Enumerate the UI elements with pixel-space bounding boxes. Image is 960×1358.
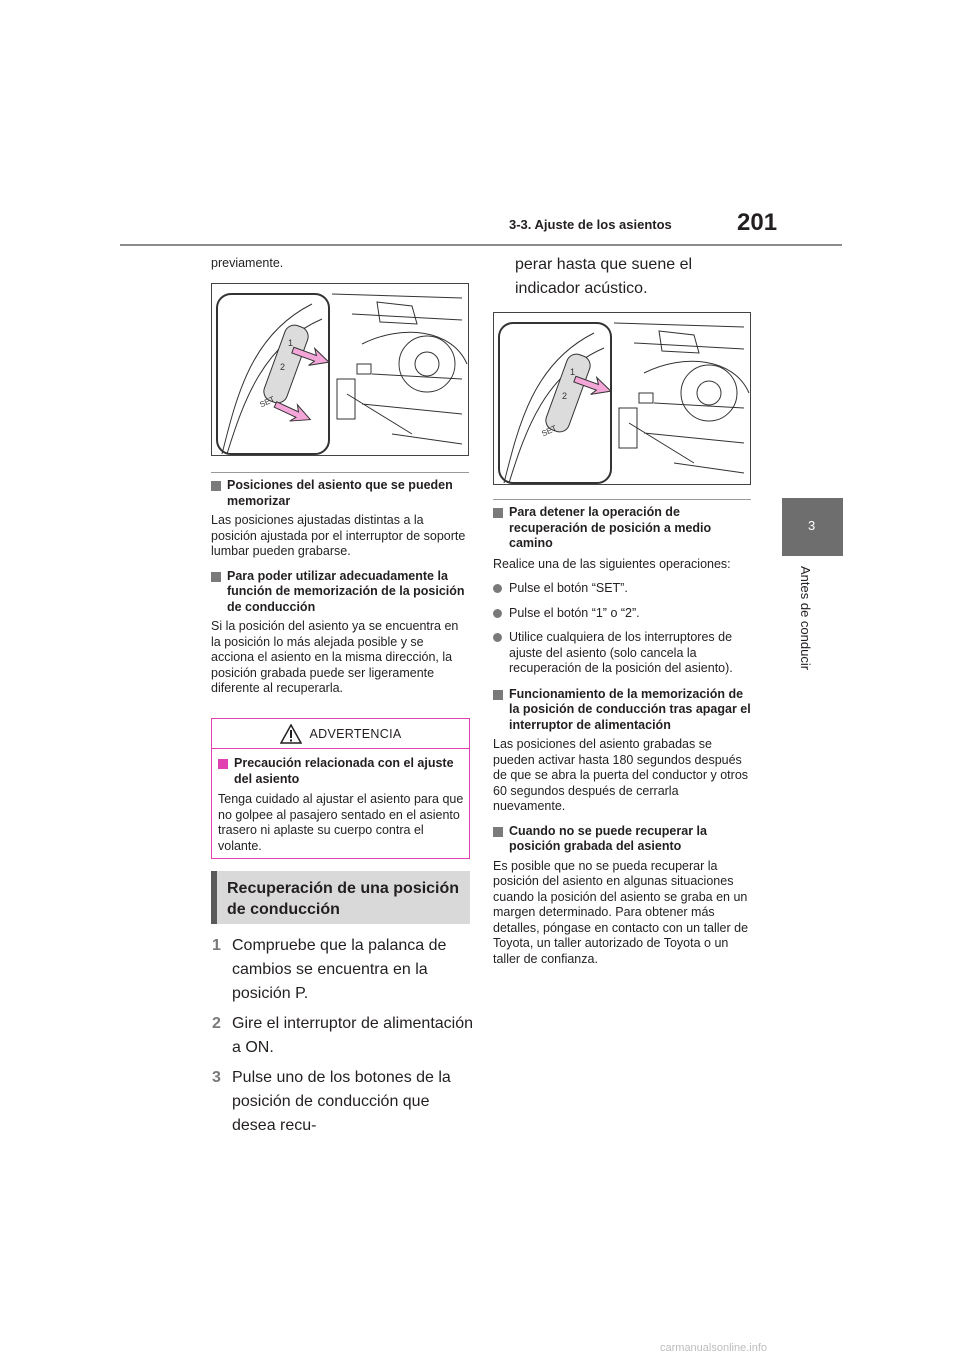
section-title: 3-3. Ajuste de los asientos: [509, 217, 672, 232]
list-item: Utilice cualquiera de los interruptores de ajuste del asiento (solo cancela la recuperación de la posición del asiento).: [493, 630, 751, 677]
note-body: Realice una de las siguientes operaciones:: [493, 556, 731, 571]
note-divider: [211, 472, 469, 473]
step-item: 2 Gire el interruptor de alimentación a ON.: [212, 1015, 474, 1056]
button-set-label: SET: [540, 423, 559, 439]
intro-text: previamente.: [211, 256, 284, 270]
note-heading: Para detener la operación de recuperación de posición a medio camino: [493, 505, 751, 552]
note-heading: Para poder utilizar adecuadamente la función de memorización de la posición de conducción: [211, 569, 469, 616]
chapter-label: Antes de conducir: [798, 566, 813, 671]
warning-triangle-icon: [280, 724, 302, 744]
list-item: Pulse el botón “1” o “2”.: [493, 606, 751, 622]
list-item: Pulse el botón “SET”.: [493, 581, 751, 597]
note-heading: Posiciones del asiento que se pueden memorizar: [211, 478, 469, 509]
section-heading: Recuperación de una posición de conducción: [211, 871, 470, 924]
header-divider: [120, 244, 842, 246]
note-body: Si la posición del asiento ya se encuentra en la posición lo más alejada posible y se acciona el asiento en la misma dirección, la posición grabada puede ser ligeramente diferente al recuperarla.: [211, 619, 459, 695]
note-divider: [493, 499, 751, 500]
note-body: Es posible que no se pueda recuperar la posición del asiento en algunas situaciones cuando la posición del asiento se graba en un margen determinado. Para obtener más detalles, póngase en contacto con un taller de Toyota, un taller autorizado de Toyota o un taller de confianza.: [493, 858, 749, 966]
note-heading: Cuando no se puede recuperar la posición grabada del asiento: [493, 824, 751, 855]
warning-header: [212, 719, 469, 749]
note-heading: Funcionamiento de la memorización de la posición de conducción tras apagar el interruptor de alimentación: [493, 687, 751, 734]
chapter-number: 3: [808, 518, 816, 533]
note-body: Las posiciones ajustadas distintas a la posición ajustada por el interruptor de soporte lumbar pueden grabarse.: [211, 513, 466, 558]
warning-title: ADVERTENCIA: [309, 726, 402, 741]
button-2-label: 2: [562, 391, 568, 401]
step-item: 3 Pulse uno de los botones de la posición de conducción que desea recu-: [212, 1069, 451, 1134]
button-2-label: 2: [280, 362, 286, 372]
continued-step-text: perar hasta que suene el indicador acústico.: [515, 256, 693, 297]
button-set-label: SET: [258, 394, 277, 410]
button-1-label: 1: [570, 367, 576, 377]
button-1-label: 1: [288, 338, 294, 348]
warning-box: [211, 718, 470, 859]
watermark: carmanualsonline.info: [660, 1342, 768, 1354]
page-number: 201: [737, 209, 778, 236]
warning-subtitle: Precaución relacionada con el ajuste del asiento: [218, 756, 464, 787]
note-body: Las posiciones del asiento grabadas se pueden activar hasta 180 segundos después de que se abra la puerta del conductor y otros 60 segundos después de cerrarla nuevamente.: [493, 737, 749, 813]
seat-memory-illustration-left: [211, 283, 469, 456]
warning-body: Tenga cuidado al ajustar el asiento para que no golpee al pasajero sentado en el asiento trasero ni aplaste su cuerpo contra el volante.: [218, 792, 464, 853]
step-item: 1 Compruebe que la palanca de cambios se encuentra en la posición P.: [212, 937, 447, 1002]
seat-memory-illustration-right: [493, 312, 751, 485]
